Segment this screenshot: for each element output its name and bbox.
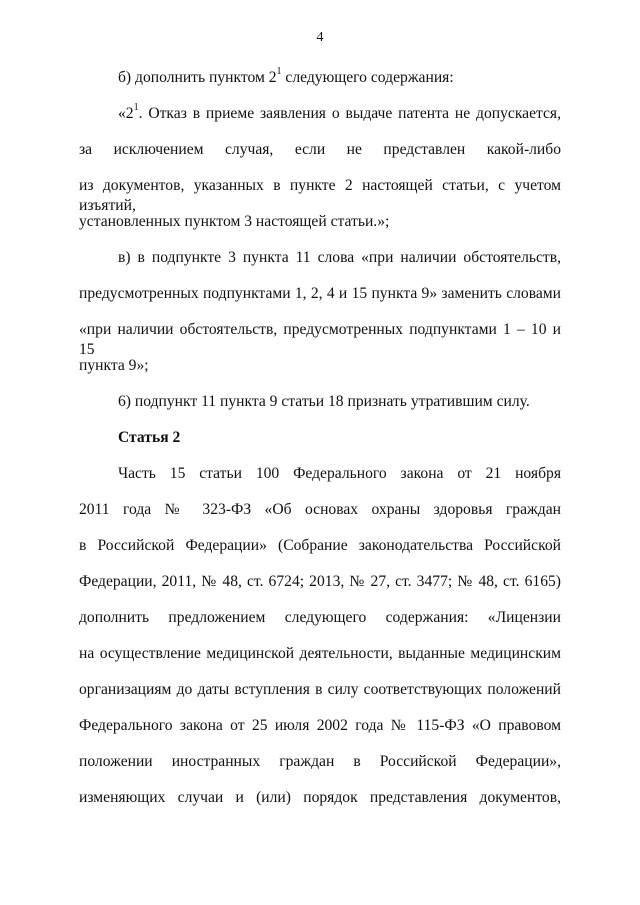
superscript: 1	[133, 101, 139, 113]
text-line: из документов, указанных в пункте 2 настоящей статьи, с учетом изъятий,	[79, 177, 561, 214]
text-line: установленных пунктом 3 настоящей статьи.»;	[79, 213, 390, 230]
text-line: Федерального закона от 25 июля 2002 года № 115-ФЗ «О правовом	[79, 717, 561, 734]
text-fragment: следующего содержания:	[281, 69, 454, 86]
text-fragment: б) дополнить пунктом 2	[118, 69, 277, 86]
text-fragment: . Отказ в приеме заявления о выдаче патента не допускается,	[138, 105, 561, 122]
article-heading: Статья 2	[118, 429, 181, 446]
text-line: организациям до даты вступления в силу соответствующих положений	[79, 681, 561, 698]
text-fragment: «2	[118, 105, 134, 122]
text-line: положении иностранных граждан в Российской Федерации»,	[79, 753, 561, 770]
text-line: предусмотренных подпунктами 1, 2, 4 и 15 пункта 9» заменить словами	[79, 285, 561, 302]
text-line: дополнить предложением следующего содержания: «Лицензии	[79, 609, 561, 626]
page-number: 4	[316, 30, 324, 45]
text-line	[118, 101, 561, 124]
text-line: 6) подпункт 11 пункта 9 статьи 18 признать утратившим силу.	[118, 393, 530, 410]
text-line	[118, 65, 561, 88]
text-line: Часть 15 статьи 100 Федерального закона от 21 ноября	[118, 465, 561, 482]
text-line: Федерации, 2011, № 48, ст. 6724; 2013, № 27, ст. 3477; № 48, ст. 6165)	[79, 573, 561, 590]
text-line: в) в подпункте 3 пункта 11 слова «при наличии обстоятельств,	[118, 249, 561, 266]
text-line: на осуществление медицинской деятельности, выданные медицинским	[79, 645, 561, 662]
text-line: изменяющих случаи и (или) порядок представления документов,	[79, 789, 561, 806]
text-line: «при наличии обстоятельств, предусмотренных подпунктами 1 – 10 и 15	[79, 321, 561, 358]
text-line: пункта 9»;	[79, 357, 149, 374]
text-line: в Российской Федерации» (Собрание законодательства Российской	[79, 537, 561, 554]
text-line: за исключением случая, если не представлен какой-либо	[79, 141, 561, 158]
text-line: 2011 года № 323-ФЗ «Об основах охраны здоровья граждан	[79, 501, 561, 518]
superscript: 1	[276, 65, 282, 77]
